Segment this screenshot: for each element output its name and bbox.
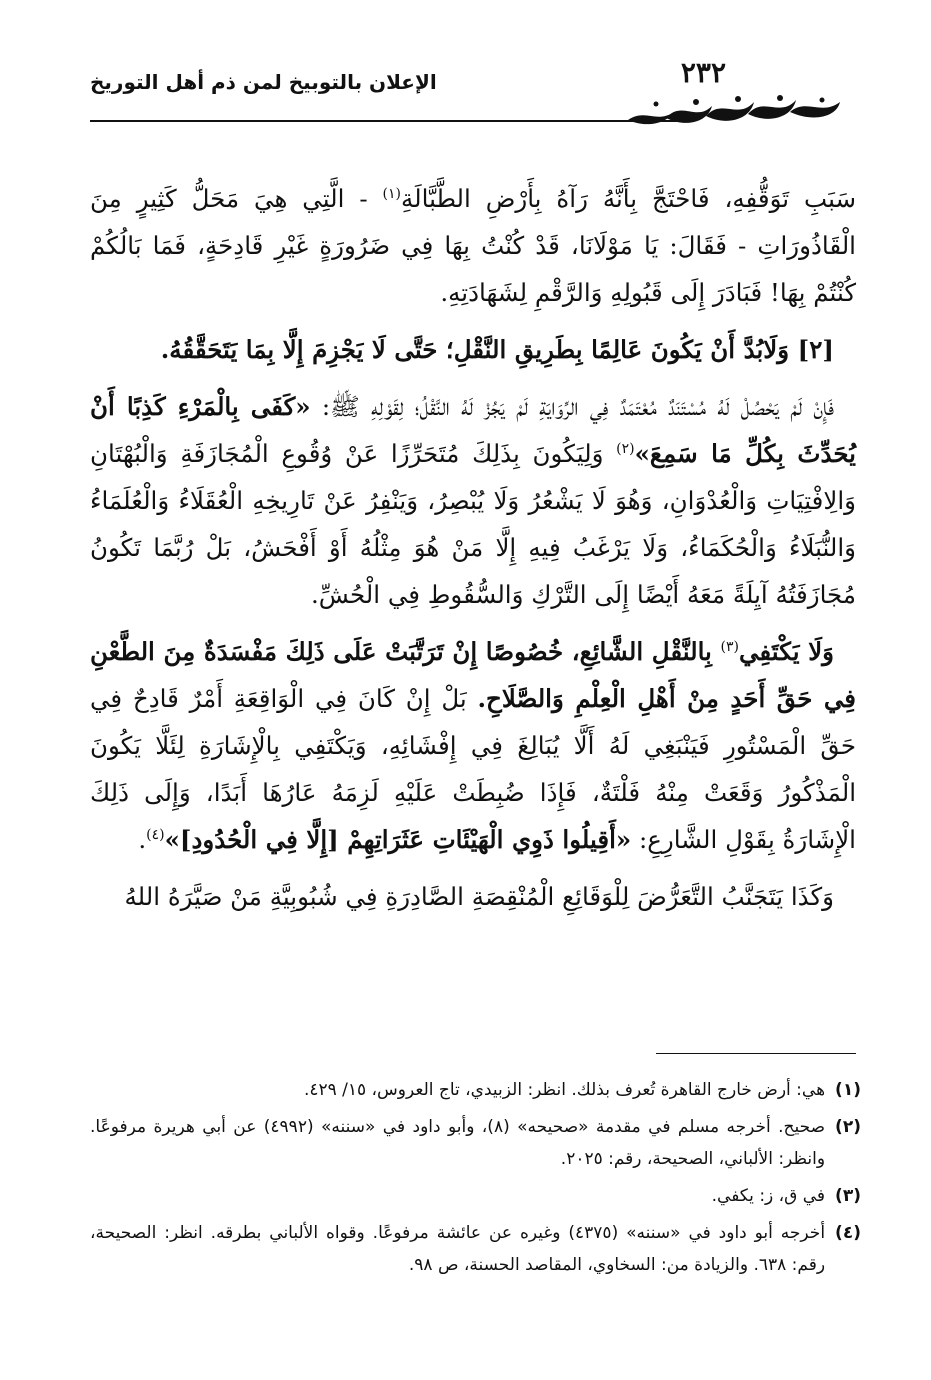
hadith-quote: «أَقِيلُوا ذَوِي الْهَيْئَاتِ عَثَرَاتِهِمْ [إِلَّا فِي الْحُدُودِ]»	[164, 825, 632, 854]
section-heading: [٢] وَلَابُدَّ أَنْ يَكُونَ عَالِمًا بِطَرِيقِ النَّقْلِ؛ حَتَّى لَا يَجْزِمَ إِلَّا بِمَا يَتَحَقَّقُهُ.	[160, 335, 834, 364]
footnote-text: صحيح. أخرجه مسلم في مقدمة «صحيحه» (٨)، وأبو داود في «سننه» (٤٩٩٢) عن أبي هريرة مرفوعًا. وانظر: الألباني، الصحيحة، رقم: ٢٠٢٥.	[90, 1117, 826, 1169]
paragraph: وَكَذَا يَتَجَنَّبُ التَّعَرُّضَ لِلْوَقَائِعِ الْمُنْقِصَةِ الصَّادِرَةِ فِي شُبُوبِيَّةِ مَنْ صَيَّرَهُ اللهُ	[124, 882, 834, 911]
footnote-number: (١)	[835, 1080, 861, 1100]
text-span: وَلَا يَكْتَفِي	[738, 637, 834, 666]
text-span: بَلْ إِنْ كَانَ فِي الْوَاقِعَةِ أَمْرٌ قَادِحٌ فِي حَقِّ الْمَسْتُورِ فَيَنْبَغِي لَهُ أَلَّا يُبَالِغَ فِي إِفْشَائِهِ، وَيَكْتَفِي بِالْإِشَارَةِ لِئَلَّا يَكُونَ الْمَذْكُورُ وَقَعَتْ مِنْهُ فَلْتَةٌ، فَإِذَا ضُبِطَتْ عَلَيْهِ لَزِمَهُ عَارُهَا أَبَدًا، وَإِلَى ذَلِكَ الْإِشَارَةُ بِقَوْلِ الشَّارِعِ:	[90, 684, 856, 854]
footnote-marker[interactable]: (١)	[382, 185, 401, 202]
text-span: - الَّتِي هِيَ مَحَلُّ كَثِيرٍ مِنَ الْقَاذُورَاتِ - فَقَالَ: يَا مَوْلَانَا، قَدْ كُنْتُ بِهَا فِي ضَرُورَةٍ غَيْرِ قَادِحَةٍ، فَمَا بَالُكُمْ كُنْتُمْ بِهَا! فَبَادَرَ إِلَى قَبُولِهِ وَالرَّقْمِ لِشَهَادَتِهِ.	[90, 184, 856, 307]
header-divider	[90, 120, 686, 122]
page-header	[90, 56, 846, 128]
text-span: فَإِنْ لَمْ يَحْصُلْ لَهُ مُسْتَنَدٌ مُعْتَمَدٌ فِي الرِّوَايَةِ لَمْ يَجُزْ لَهُ النَّقْلُ؛ لِقَوْلِهِ ﷺ:	[310, 392, 834, 421]
text-span: بِالنَّقْلِ الشَّائِعِ، خُصُوصًا إِنْ تَرَتَّبَتْ عَلَى ذَلِكَ مَفْسَدَةٌ مِنَ الطَّعْنِ فِي حَقِّ أَحَدٍ مِنْ أَهْلِ الْعِلْمِ وَالصَّلَاحِ.	[90, 637, 856, 713]
decorative-ornament-icon	[626, 94, 846, 128]
running-title: الإعلان بالتوبيخ لمن ذم أهل التوريخ	[90, 70, 437, 94]
footnote-text: أخرجه أبو داود في «سننه» (٤٣٧٥) وغيره عن عائشة مرفوعًا. وقواه الألباني بطرقه. انظر: الصحيحة، رقم: ٦٣٨. والزيادة من: السخاوي، المقاصد الحسنة، ص ٩٨.	[90, 1223, 826, 1275]
main-text	[90, 175, 856, 930]
footnote	[90, 1074, 861, 1106]
paragraph	[90, 175, 856, 316]
footnote-marker[interactable]: (٤)	[146, 826, 165, 843]
footnote-number: (٤)	[835, 1223, 861, 1243]
footnote	[90, 1217, 861, 1281]
text-span: وَلِيَكُونَ بِذَلِكَ مُتَحَرِّزًا عَنْ وُقُوعِ الْمُجَازَفَةِ وَالْبُهْتَانِ وَالِافْتِيَاتِ وَالْعُدْوَانِ، وَهُوَ لَا يَشْعُرُ وَلَا يُبْصِرُ، وَيَنْفِرُ عَنْ تَارِيخِهِ الْعُقَلَاءُ وَالْعُلَمَاءُ وَالنُّبَلَاءُ وَالْحُكَمَاءُ، وَلَا يَرْغَبُ فِيهِ إِلَّا مَنْ هُوَ مِثْلُهُ أَوْ أَفْحَشُ، بَلْ رُبَّمَا تَكُونُ مُجَازَفَتُهُ آيِلَةً مَعَهُ أَيْضًا إِلَى التَّرْكِ وَالسُّقُوطِ فِي الْحُشِّ.	[90, 439, 856, 609]
footnote	[90, 1111, 861, 1175]
footnote	[90, 1180, 861, 1212]
paragraph	[90, 383, 856, 618]
text-span: .	[138, 825, 147, 854]
footnote-text: في ق، ز: يكفي.	[711, 1186, 826, 1206]
footnote-number: (٣)	[835, 1186, 861, 1206]
footnote-text: هي: أرض خارج القاهرة تُعرف بذلك. انظر: الزبيدي، تاج العروس، ١٥/ ٤٢٩.	[303, 1080, 826, 1100]
text-span: سَبَبِ تَوَقُّفِهِ، فَاحْتَجَّ بِأَنَّهُ رَآهُ بِأَرْضِ الطَّبَّالَةِ	[401, 184, 856, 213]
hadith-quote: «كَفَى بِالْمَرْءِ كَذِبًا أَنْ يُحَدِّثَ بِكُلِّ مَا سَمِعَ»	[90, 392, 856, 468]
footnotes	[90, 1074, 861, 1286]
footnote-divider	[656, 1053, 856, 1054]
page-number: ٢٣٢	[680, 56, 726, 89]
footnote-marker[interactable]: (٣)	[720, 638, 739, 655]
paragraph	[90, 628, 856, 863]
footnote-marker[interactable]: (٢)	[616, 440, 635, 457]
footnote-number: (٢)	[835, 1117, 861, 1137]
